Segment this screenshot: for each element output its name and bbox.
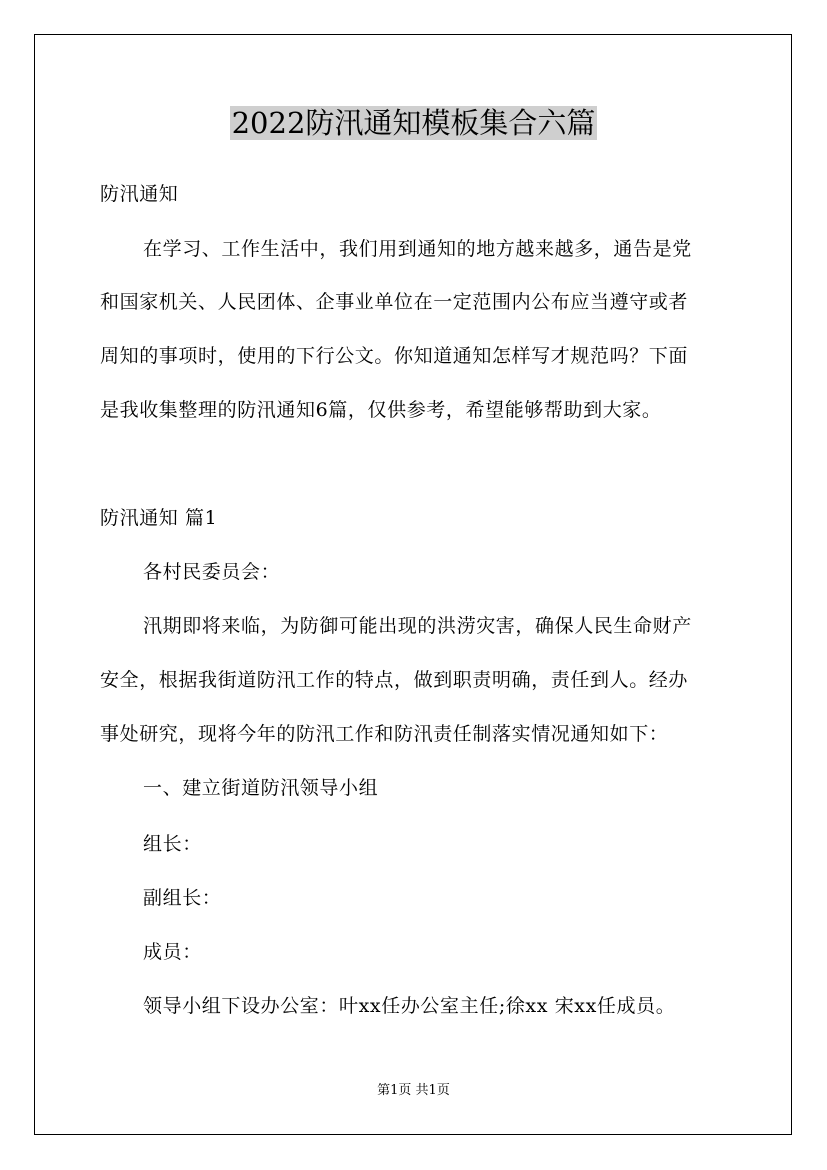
deputy-line: 副组长： [143, 887, 222, 909]
office-line: 领导小组下设办公室：叶xx任办公室主任;徐xx 宋xx任成员。 [143, 995, 676, 1017]
body-line-2: 安全，根据我街道防汛工作的特点，做到职责明确，责任到人。经办 [100, 669, 689, 691]
salutation: 各村民委员会： [143, 561, 281, 583]
intro-line-3: 周知的事项时，使用的下行公文。你知道通知怎样写才规范吗？下面 [100, 345, 689, 367]
article-heading: 防汛通知 篇1 [100, 507, 218, 529]
document-title-text: 2022防汛通知模板集合六篇 [231, 106, 596, 140]
item-heading-1: 一、建立街道防汛领导小组 [143, 777, 379, 799]
page-footer: 第1页 共1页 [377, 1083, 450, 1098]
body-line-3: 事处研究，现将今年的防汛工作和防汛责任制落实情况通知如下： [100, 723, 669, 745]
intro-line-1: 在学习、工作生活中，我们用到通知的地方越来越多，通告是党 [143, 238, 692, 260]
intro-line-4: 是我收集整理的防汛通知6篇，仅供参考，希望能够帮助到大家。 [100, 399, 662, 421]
body-line-1: 汛期即将来临，为防御可能出现的洪涝灾害，确保人民生命财产 [143, 615, 692, 637]
section-heading: 防汛通知 [100, 183, 179, 205]
document-title [0, 101, 827, 145]
leader-line: 组长： [143, 833, 202, 855]
members-line: 成员： [143, 941, 202, 963]
intro-line-2: 和国家机关、人民团体、企事业单位在一定范围内公布应当遵守或者 [100, 291, 689, 313]
